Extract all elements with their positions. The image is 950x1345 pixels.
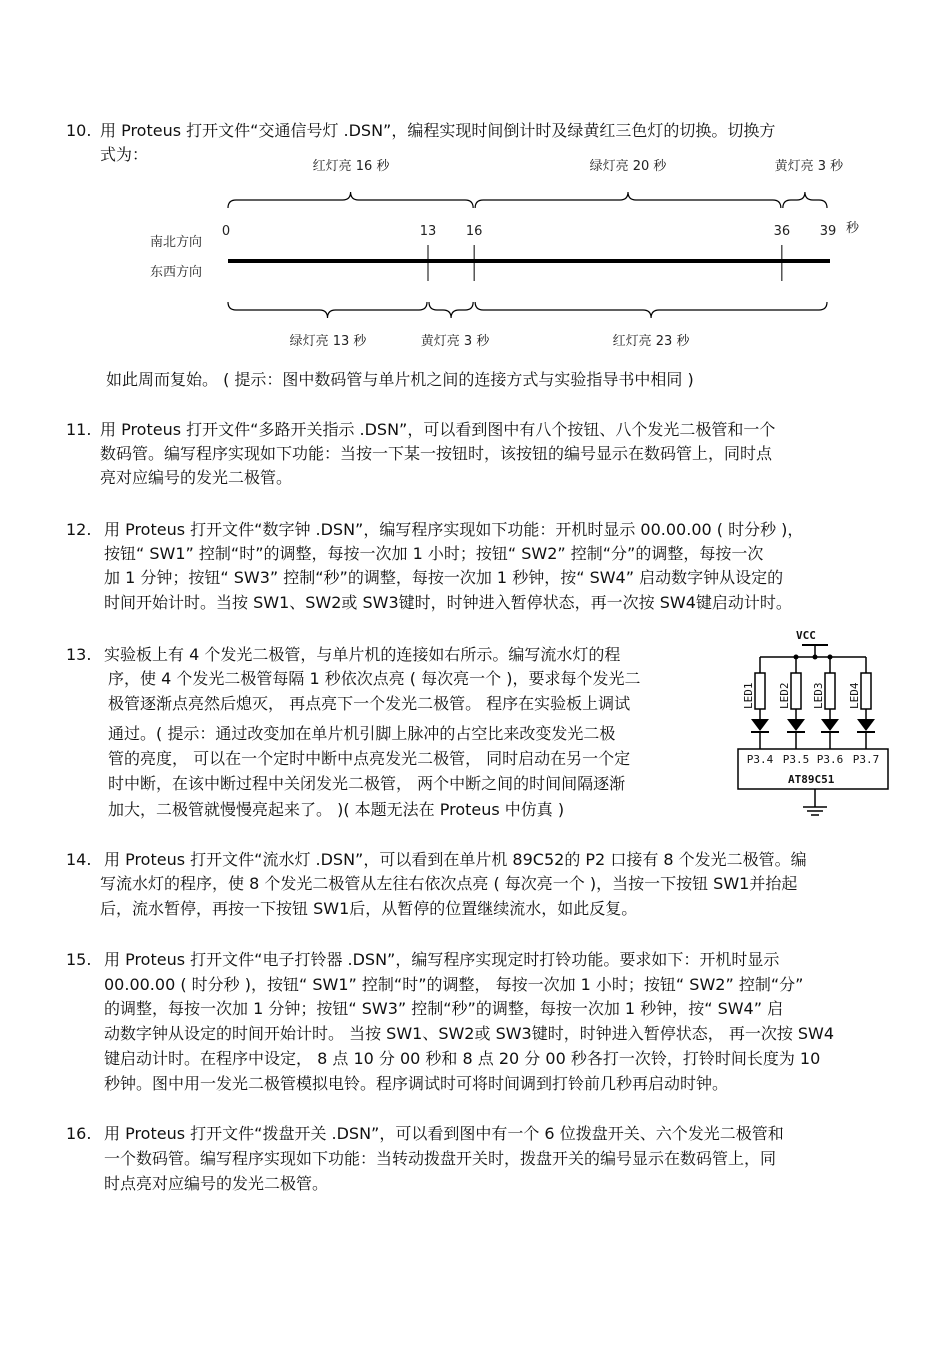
problem-number: 15. [66, 950, 92, 969]
resistor [755, 673, 765, 709]
problem-text-line: 数码管。编写程序实现如下功能：当按一下某一按钮时，该按钮的编号显示在数码管上，同时点 [100, 444, 773, 463]
led-branches [742, 657, 875, 749]
problem-text-line: 动数字钟从设定的时间开始计时。 当按 SW1、SW2或 SW3键时，时钟进入暂停状态， 再一次按 SW4 [104, 1024, 835, 1043]
problem-text-line: 后，流水暂停，再按一下按钮 SW1后，从暂停的位置继续流水，如此反复。 [100, 899, 638, 918]
problem-text-line: 用 Proteus 打开文件“多路开关指示 .DSN”，可以看到图中有八个按钮、八个发光二极管和一个 [100, 420, 776, 439]
problem-text-line: 时点亮对应编号的发光二极管。 [104, 1174, 329, 1193]
tick-label: 13 [419, 224, 437, 239]
bottom-braces [228, 302, 827, 318]
problem-number: 13. [66, 645, 92, 664]
pin-label: P3.5 [782, 753, 810, 766]
resistor [791, 673, 801, 709]
problem-text-line: 通过。( 提示：通过改变加在单片机引脚上脉冲的占空比来改变发光二极 [108, 724, 616, 743]
problem-text-line: 的调整，每按一次加 1 分钟；按钮“ SW3” 控制“秒”的调整，每按一次加 1 秒钟，按“ SW4” 启 [104, 999, 784, 1018]
segment-brace [475, 192, 781, 208]
problem-text-line: 序，使 4 个发光二极管每隔 1 秒依次点亮 ( 每次亮一个 )，要求每个发光二 [108, 669, 641, 688]
ns-segment-label: 红灯亮 16 秒 [312, 159, 390, 174]
problem-text-line: 用 Proteus 打开文件“流水灯 .DSN”，可以看到在单片机 89C52的 P2 口接有 8 个发光二极管。编 [104, 850, 807, 869]
pin-label: P3.4 [746, 753, 774, 766]
problem-text-line: 用 Proteus 打开文件“交通信号灯 .DSN”，编程实现时间倒计时及绿黄红三色灯的切换。切换方 [100, 121, 776, 140]
chip-label: AT89C51 [788, 773, 835, 786]
ns-segment-label: 黄灯亮 3 秒 [774, 159, 844, 174]
tick-label: 0 [221, 224, 231, 239]
problem-text-line: 按钮“ SW1” 控制“时”的调整，每按一次加 1 小时；按钮“ SW2” 控制“分”的调整，每按一次 [104, 544, 764, 563]
segment-brace [429, 302, 473, 318]
problem-text-line: 时间开始计时。当按 SW1、SW2或 SW3键时，时钟进入暂停状态，再一次按 SW4键启动计时。 [104, 593, 792, 612]
row-label-north-south: 南北方向 [150, 235, 203, 250]
problem-10-note: 如此周而复始。 ( 提示：图中数码管与单片机之间的连接方式与实验指导书中相同 ) [106, 370, 694, 389]
led-diode-icon [751, 719, 769, 731]
led-label: LED4 [848, 682, 861, 709]
led-label: LED1 [742, 682, 755, 709]
problem-text-line: 写流水灯的程序，使 8 个发光二极管从左往右依次点亮 ( 每次亮一个 )，当按一下按钮 SW1并抬起 [100, 874, 798, 893]
tick-label: 16 [465, 224, 483, 239]
resistor [861, 673, 871, 709]
ns-segment-label: 绿灯亮 20 秒 [589, 159, 667, 174]
problem-text-line: 00.00.00 ( 时分秒 )，按钮“ SW1” 控制“时”的调整， 每按一次加 1 小时；按钮“ SW2” 控制“分” [104, 975, 804, 994]
problem-text-line: 式为： [100, 145, 149, 164]
segment-brace [475, 302, 827, 318]
led-label: LED2 [778, 682, 791, 709]
problem-text-line: 秒钟。图中用一发光二极管模拟电铃。程序调试时可将时间调到打铃前几秒再启动时钟。 [104, 1074, 729, 1093]
led-label: LED3 [812, 682, 825, 709]
segment-brace [783, 192, 827, 208]
ew-segment-label: 红灯亮 23 秒 [612, 334, 690, 349]
vcc-label: VCC [796, 629, 816, 642]
led-circuit-diagram [730, 625, 910, 825]
problem-text-line: 加大，二极管就慢慢亮起来了。 )( 本题无法在 Proteus 中仿真 ) [108, 800, 565, 819]
problem-text-line: 管的亮度， 可以在一个定时中断中点亮发光二极管， 同时启动在另一个定 [108, 749, 631, 768]
row-label-east-west: 东西方向 [150, 265, 203, 280]
resistor [825, 673, 835, 709]
led-diode-icon [857, 719, 875, 731]
unit-label: 秒 [846, 221, 860, 236]
ew-segment-label: 黄灯亮 3 秒 [420, 334, 490, 349]
top-braces [228, 192, 827, 208]
problem-text-line: 用 Proteus 打开文件“电子打铃器 .DSN”，编写程序实现定时打铃功能。要求如下：开机时显示 [104, 950, 780, 969]
problem-text-line: 实验板上有 4 个发光二极管，与单片机的连接如右所示。编写流水灯的程 [104, 645, 621, 664]
problem-text-line: 时中断，在该中断过程中关闭发光二极管， 两个中断之间的时间间隔逐渐 [108, 774, 626, 793]
led-diode-icon [821, 719, 839, 731]
pin-label: P3.7 [852, 753, 880, 766]
problem-text-line: 一个数码管。编写程序实现如下功能：当转动拨盘开关时，拨盘开关的编号显示在数码管上，同 [104, 1149, 777, 1168]
segment-brace [228, 192, 473, 208]
problem-text-line: 用 Proteus 打开文件“数字钟 .DSN”，编写程序实现如下功能：开机时显示 00.00.00 ( 时分秒 )， [104, 520, 804, 539]
problem-number: 11. [66, 420, 92, 439]
ew-segment-label: 绿灯亮 13 秒 [289, 334, 367, 349]
timing-diagram [0, 150, 950, 360]
segment-brace [228, 302, 427, 318]
junction-dot [813, 655, 818, 660]
pin-label: P3.6 [816, 753, 844, 766]
tick-label: 39 [819, 224, 837, 239]
problem-text-line: 亮对应编号的发光二极管。 [100, 468, 293, 487]
tick-label: 36 [773, 224, 791, 239]
problem-text-line: 用 Proteus 打开文件“拨盘开关 .DSN”，可以看到图中有一个 6 位拨盘开关、六个发光二极管和 [104, 1124, 784, 1143]
problem-text-line: 极管逐渐点亮然后熄灭， 再点亮下一个发光二极管。 程序在实验板上调试 [108, 694, 631, 713]
problem-text-line: 加 1 分钟；按钮“ SW3” 控制“秒”的调整，每按一次加 1 秒钟，按“ SW4” 启动数字钟从设定的 [104, 568, 784, 587]
problem-number: 14. [66, 850, 92, 869]
led-diode-icon [787, 719, 805, 731]
problem-text-line: 键启动计时。在程序中设定， 8 点 10 分 00 秒和 8 点 20 分 00 秒各打一次铃，打铃时间长度为 10 [104, 1049, 821, 1068]
problem-number: 16. [66, 1124, 92, 1143]
problem-number: 12. [66, 520, 92, 539]
problem-number: 10. [66, 121, 92, 140]
